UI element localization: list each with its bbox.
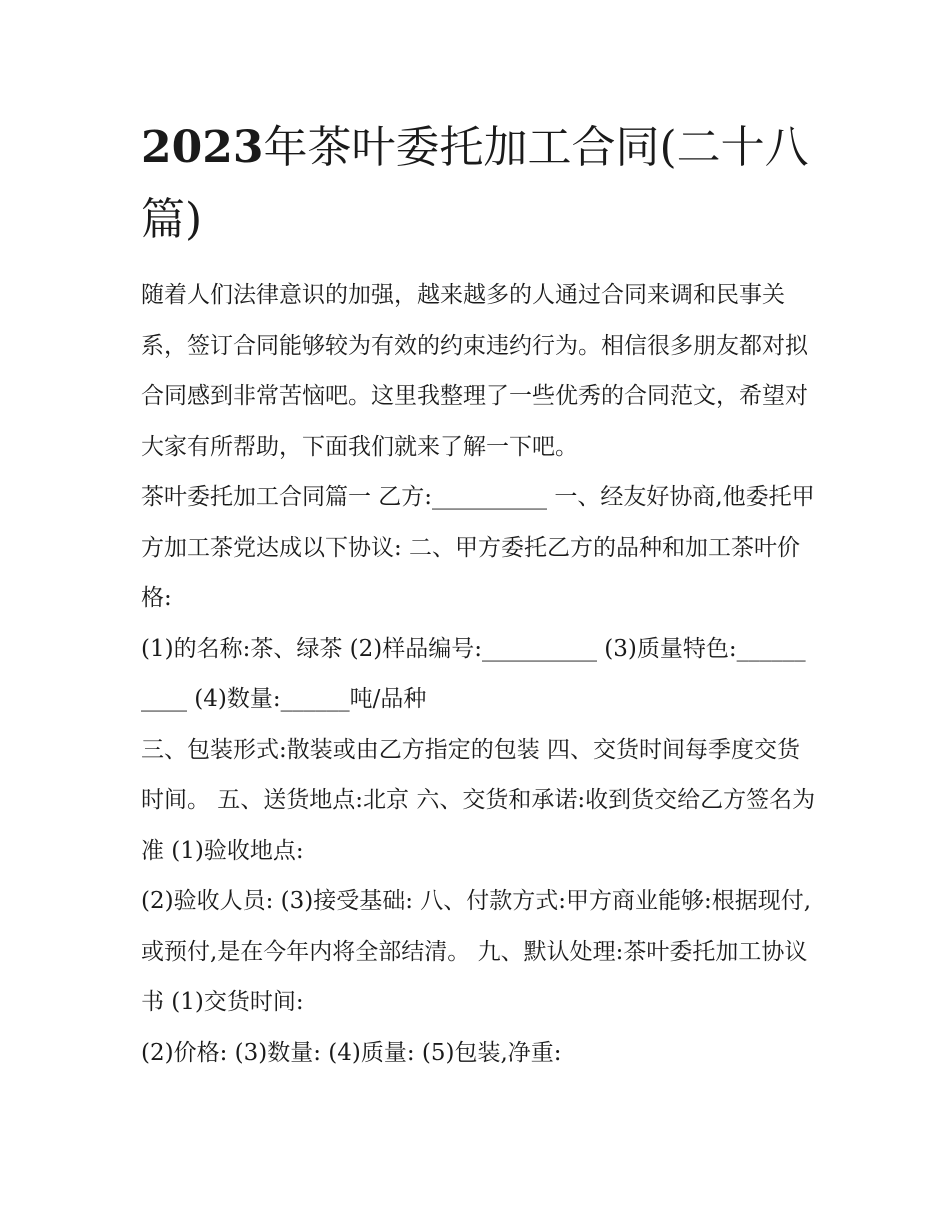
document-title — [141, 112, 816, 256]
contract-paragraph-4: (2)验收人员: (3)接受基础: 八、付款方式:甲方商业能够:根据现付,或预付,是在今年内将全部结清。 九、默认处理:茶叶委托加工协议书 (1)交货时间: — [141, 888, 812, 1015]
contract-paragraph-1: 茶叶委托加工合同篇一 乙方:__________ 一、经友好协商,他委托甲方加工茶党达成以下协议: 二、甲方委托乙方的品种和加工茶叶价格: — [141, 484, 815, 611]
contract-paragraph-2: (1)的名称:茶、绿茶 (2)样品编号:__________ (3)质量特色:__________ (4)数量:______吨/品种 — [141, 635, 806, 712]
title-year: 2023 — [141, 122, 264, 173]
contract-paragraph-5: (2)价格: (3)数量: (4)质量: (5)包装,净重: — [141, 1039, 562, 1066]
contract-paragraph-3: 三、包装形式:散装或由乙方指定的包装 四、交货时间每季度交货时间。 五、送货地点:北京 六、交货和承诺:收到货交给乙方签名为准 (1)验收地点: — [141, 736, 816, 864]
title-text: 年茶叶委托加工合同(二十八篇) — [141, 122, 809, 245]
document-page — [141, 112, 816, 1078]
intro-paragraph: 随着人们法律意识的加强，越来越多的人通过合同来调和民事关系，签订合同能够较为有效的约束违约行为。相信很多朋友都对拟合同感到非常苦恼吧。这里我整理了一些优秀的合同范文，希望对大家有所帮助，下面我们就来了解一下吧。 — [141, 282, 808, 460]
